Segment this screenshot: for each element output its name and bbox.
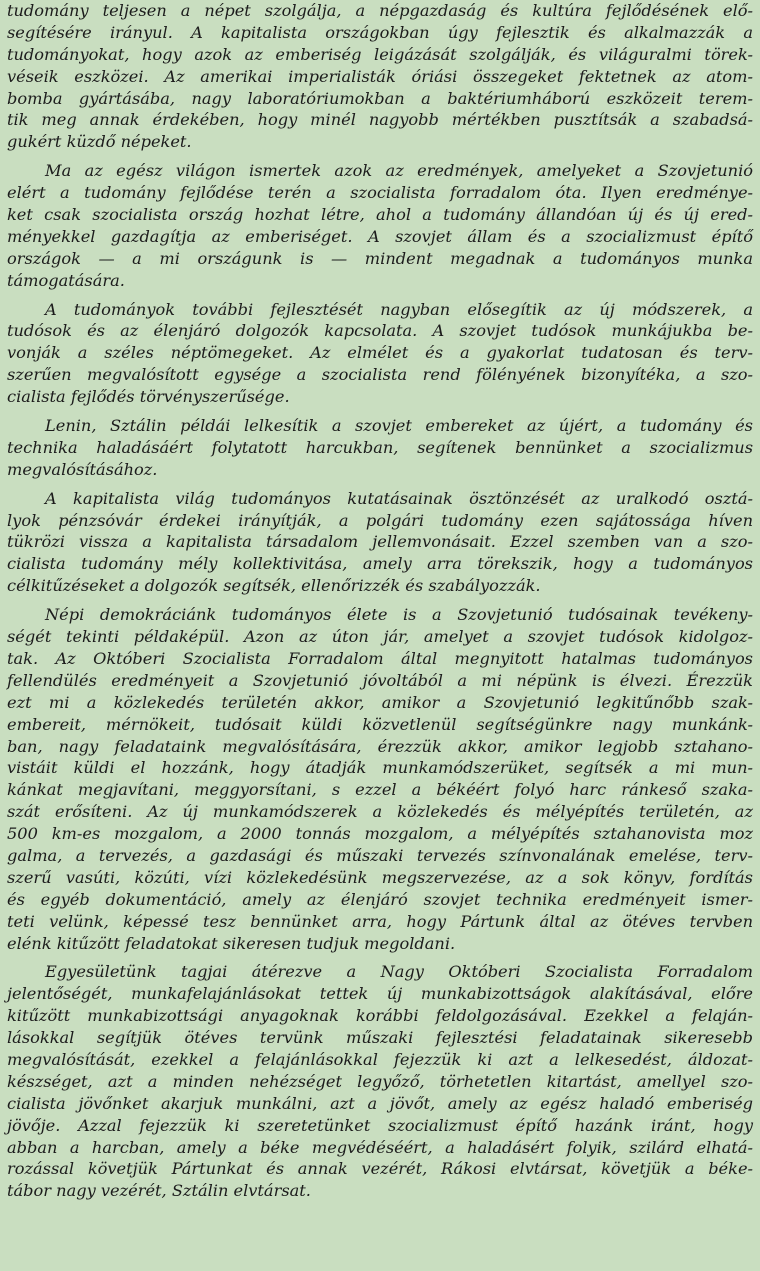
text-line: Lenin, Sztálin példái lelkesítik a szovjet embereket az újért, a tudomány és [45, 416, 753, 436]
text-line: ezt mi a közlekedés területén akkor, amikor a Szovjetunió legkitűnőbb szak- [7, 692, 753, 712]
paragraph [7, 488, 753, 597]
text-line: teti velünk, képessé tesz bennünket arra, hogy Pártunk által az ötéves tervben [7, 911, 753, 931]
text-line: jövője. Azzal fejezzük ki szeretetünket szocializmust építő hazánk iránt, hogy [7, 1115, 753, 1135]
text-line: tükrözi vissza a kapitalista társadalom jellemvonásait. Ezzel szemben van a szo- [7, 532, 753, 552]
text-line: vonják a széles néptömegeket. Az elmélet és a gyakorlat tudatosan és terv- [7, 343, 753, 363]
text-line: segítésére irányul. A kapitalista országokban úgy fejlesztik és alkalmazzák a [7, 22, 753, 42]
text-line: ban, nagy feladataink megvalósítására, érezzük akkor, amikor legjobb sztahano- [7, 736, 753, 756]
paragraph [7, 415, 753, 481]
text-line: tudományokat, hogy azok az emberiség leigázását szolgálják, és világuralmi törek- [7, 44, 753, 64]
text-line: galma, a tervezés, a gazdasági és műszaki tervezés színvonalának emelése, terv- [7, 845, 753, 865]
text-line: megvalósításához. [7, 459, 158, 479]
text-line: célkitűzéseket a dolgozók segítsék, ellenőrizzék és szabályozzák. [7, 576, 541, 596]
text-line: elért a tudomány fejlődése terén a szocialista forradalom óta. Ilyen eredménye- [7, 183, 753, 203]
text-line: tudósok és az élenjáró dolgozók kapcsolata. A szovjet tudósok munkájukba be- [7, 321, 753, 341]
paragraph [7, 299, 753, 408]
text-line: országok — a mi országunk is — mindent megadnak a tudományos munka [7, 248, 753, 268]
text-line: ményekkel gazdagítja az emberiséget. A szovjet állam és a szocializmust építő [7, 226, 753, 246]
text-line: véseik eszközei. Az amerikai imperialisták óriási összegeket fektetnek az atom- [7, 66, 753, 86]
paragraph [7, 604, 753, 954]
text-line: kánkat megjavítani, meggyorsítani, s ezzel a békéért folyó harc ránkeső szaka- [7, 780, 753, 800]
text-line: Ma az egész világon ismertek azok az eredmények, amelyeket a Szovjetunió [45, 161, 753, 181]
text-line: kitűzött munkabizottsági anyagoknak korábbi feldolgozásával. Ezekkel a felaján- [7, 1006, 753, 1026]
text-line: fellendülés eredményeit a Szovjetunió jóvoltából a mi népünk is élvezi. Érezzük [7, 670, 753, 690]
text-line: vistáit küldi el hozzánk, hogy átadják munkamódszerüket, segítsék a mi mun- [7, 758, 753, 778]
text-line: embereit, mérnökeit, tudósait küldi közvetlenül segítségünkre nagy munkánk- [7, 714, 753, 734]
paragraph [7, 961, 753, 1202]
text-line: elénk kitűzött feladatokat sikeresen tudjuk megoldani. [7, 933, 456, 953]
text-line: 500 km-es mozgalom, a 2000 tonnás mozgalom, a mélyépítés sztahanovista moz [7, 824, 753, 844]
text-line: A tudományok további fejlesztését nagyban elősegítik az új módszerek, a [45, 299, 753, 319]
text-line: technika haladásáért folytatott harcukban, segítenek bennünket a szocializmus [7, 437, 753, 457]
text-line: és egyéb dokumentáció, amely az élenjáró szovjet technika eredményeit ismer- [7, 889, 753, 909]
text-line: lyok pénzsóvár érdekei irányítják, a polgári tudomány ezen sajátossága híven [7, 510, 753, 530]
text-line: cialista jövőnket akarjuk munkálni, azt a jövőt, amely az egész haladó emberiség [7, 1093, 753, 1113]
text-line: A kapitalista világ tudományos kutatásainak ösztönzését az uralkodó osztá- [45, 488, 753, 508]
text-line: Egyesületünk tagjai átérezve a Nagy Októberi Szocialista Forradalom [45, 962, 753, 982]
text-line: szerű vasúti, közúti, vízi közlekedésünk megszervezése, az a sok könyv, fordítás [7, 867, 753, 887]
text-line: készséget, azt a minden nehézséget legyőző, törhetetlen kitartást, amellyel szo- [7, 1071, 753, 1091]
text-line: ségét tekinti példaképül. Azon az úton jár, amelyet a szovjet tudósok kidolgoz- [7, 627, 753, 647]
text-line: tak. Az Októberi Szocialista Forradalom által megnyitott hatalmas tudományos [7, 648, 753, 668]
text-line: támogatására. [7, 270, 125, 290]
text-line: szát erősíteni. Az új munkamódszerek a közlekedés és mélyépítés területén, az [7, 802, 753, 822]
text-line: tábor nagy vezérét, Sztálin elvtársat. [7, 1181, 311, 1201]
text-line: Népi demokráciánk tudományos élete is a Szovjetunió tudósainak tevékeny- [45, 605, 753, 625]
text-line: gukért küzdő népeket. [7, 132, 192, 152]
text-line: cialista tudomány mély kollektivitása, amely arra törekszik, hogy a tudományos [7, 554, 753, 574]
text-line: lásokkal segítjük ötéves tervünk műszaki fejlesztési feladatainak sikeresebb [7, 1028, 753, 1048]
text-line: bomba gyártásába, nagy laboratóriumokban a baktériumháború eszközeit terem- [7, 88, 753, 108]
text-line: cialista fejlődés törvényszerűsége. [7, 387, 290, 407]
text-line: ket csak szocialista ország hozhat létre, ahol a tudomány állandóan új és új ered- [7, 205, 753, 225]
paragraph [7, 160, 753, 291]
text-line: tudomány teljesen a népet szolgálja, a népgazdaság és kultúra fejlődésének elő- [7, 1, 753, 20]
text-line: megvalósítását, ezekkel a felajánlásokkal fejezzük ki azt a lelkesedést, áldozat- [7, 1049, 753, 1069]
text-line: abban a harcban, amely a béke megvédéséért, a haladásért folyik, szilárd elhatá- [7, 1137, 753, 1157]
text-line: jelentőségét, munkafelajánlásokat tettek új munkabizottságok alakításával, előre [7, 984, 753, 1004]
text-line: rozással követjük Pártunkat és annak vezérét, Rákosi elvtársat, követjük a béke- [7, 1159, 753, 1179]
paragraph [7, 0, 753, 153]
text-line: tik meg annak érdekében, hogy minél nagyobb mértékben pusztítsák a szabadsá- [7, 110, 753, 130]
text-line: szerűen megvalósított egysége a szocialista rend fölényének bizonyítéka, a szo- [7, 365, 753, 385]
